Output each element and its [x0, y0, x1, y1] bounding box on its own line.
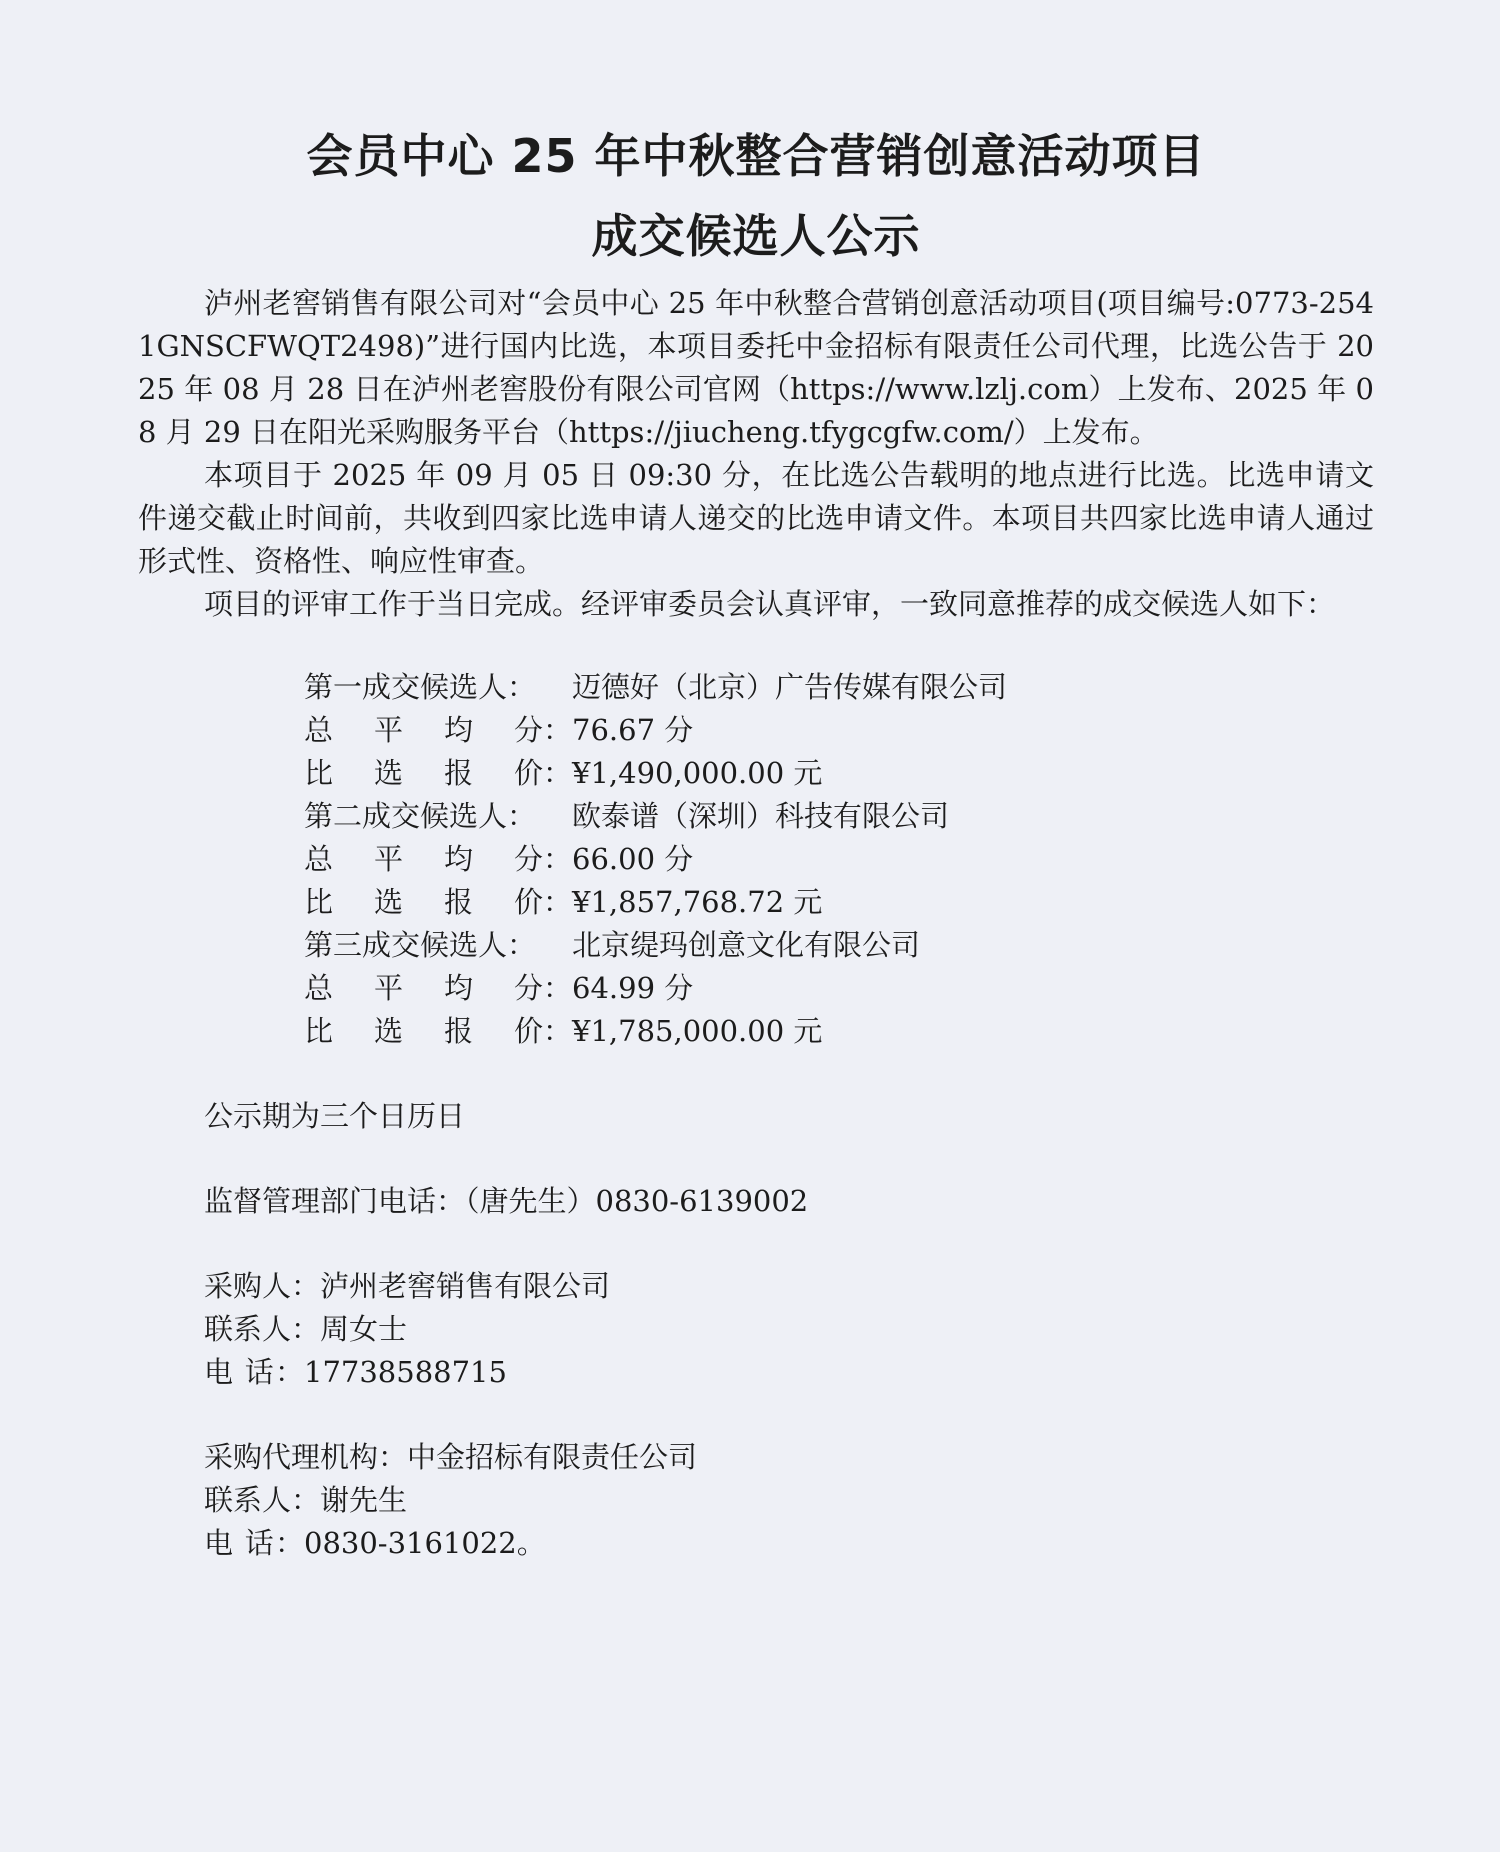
purchaser-phone-label: 电 话：	[204, 1355, 304, 1389]
purchaser-phone-row	[204, 1351, 1374, 1394]
candidate-3-score-row	[304, 967, 1374, 1010]
agency-phone-row	[204, 1522, 1374, 1565]
score-label: 总 平 均 分：	[304, 971, 572, 1005]
announcement-document	[138, 118, 1374, 1565]
score-label: 总 平 均 分：	[304, 713, 572, 747]
agency-phone: 0830-3161022。	[304, 1526, 546, 1560]
purchaser-contact: 联系人：周女士	[204, 1312, 408, 1346]
candidate-3-rank-label: 第三成交候选人：	[304, 928, 537, 962]
paragraph-project-intro: 泸州老窖销售有限公司对“会员中心 25 年中秋整合营销创意活动项目(项目编号:0773-2541GNSCFWQT2498)”进行国内比选，本项目委托中金招标有限责任公司代理，比选公告于 2025 年 08 月 28 日在泸州老窖股份有限公司官网（https://www.lzlj.com）上发布、2025 年 08 月 29 日在阳光采购服务平台（https://jiucheng.tfygcgfw.com/）上发布。	[138, 286, 1374, 449]
candidate-2-price: ¥1,857,768.72 元	[572, 885, 823, 919]
supervision-phone-text: 监督管理部门电话：（唐先生）0830-6139002	[204, 1184, 809, 1218]
paragraph-selection-process: 本项目于 2025 年 09 月 05 日 09:30 分，在比选公告载明的地点进行比选。比选申请文件递交截止时间前，共收到四家比选申请人递交的比选申请文件。本项目共四家比选申请人通过形式性、资格性、响应性审查。	[138, 458, 1374, 578]
price-label: 比 选 报 价：	[304, 1014, 572, 1048]
candidate-3-price-row	[304, 1010, 1374, 1053]
candidate-1-name: 迈德好（北京）广告传媒有限公司	[572, 670, 1008, 704]
price-label: 比 选 报 价：	[304, 756, 572, 790]
purchaser-section	[204, 1265, 1374, 1394]
candidate-3-price: ¥1,785,000.00 元	[572, 1014, 823, 1048]
candidate-2-price-row	[304, 881, 1374, 924]
candidate-1-name-row	[304, 666, 1374, 709]
candidate-3-name-row	[304, 924, 1374, 967]
candidate-1-score: 76.67 分	[572, 713, 694, 747]
candidate-1-rank-label: 第一成交候选人：	[304, 670, 537, 704]
purchaser-phone: 17738588715	[304, 1355, 507, 1389]
document-title-line2: 成交候选人公示	[591, 209, 921, 263]
agency-contact: 联系人：谢先生	[204, 1483, 408, 1517]
notice-period-section	[204, 1095, 1374, 1138]
notice-period-text: 公示期为三个日历日	[204, 1099, 466, 1133]
document-title-line1: 会员中心 25 年中秋整合营销创意活动项目	[306, 129, 1206, 183]
candidate-2-rank-label: 第二成交候选人：	[304, 799, 537, 833]
candidate-2-score-row	[304, 838, 1374, 881]
paragraph-review-result: 项目的评审工作于当日完成。经评审委员会认真评审，一致同意推荐的成交候选人如下：	[204, 587, 1336, 621]
agency-phone-label: 电 话：	[204, 1526, 304, 1560]
candidate-3-name: 北京缇玛创意文化有限公司	[572, 928, 921, 962]
candidate-2-name: 欧泰谱（深圳）科技有限公司	[572, 799, 950, 833]
candidate-2-score: 66.00 分	[572, 842, 694, 876]
candidate-3-score: 64.99 分	[572, 971, 694, 1005]
agency-section	[204, 1436, 1374, 1565]
supervision-section	[204, 1180, 1374, 1223]
score-label: 总 平 均 分：	[304, 842, 572, 876]
candidate-1-price: ¥1,490,000.00 元	[572, 756, 823, 790]
price-label: 比 选 报 价：	[304, 885, 572, 919]
candidate-2-name-row	[304, 795, 1374, 838]
candidate-1-score-row	[304, 709, 1374, 752]
candidate-list	[304, 666, 1374, 1053]
agency-org: 采购代理机构：中金招标有限责任公司	[204, 1440, 698, 1474]
purchaser-org: 采购人：泸州老窖销售有限公司	[204, 1269, 611, 1303]
candidate-1-price-row	[304, 752, 1374, 795]
